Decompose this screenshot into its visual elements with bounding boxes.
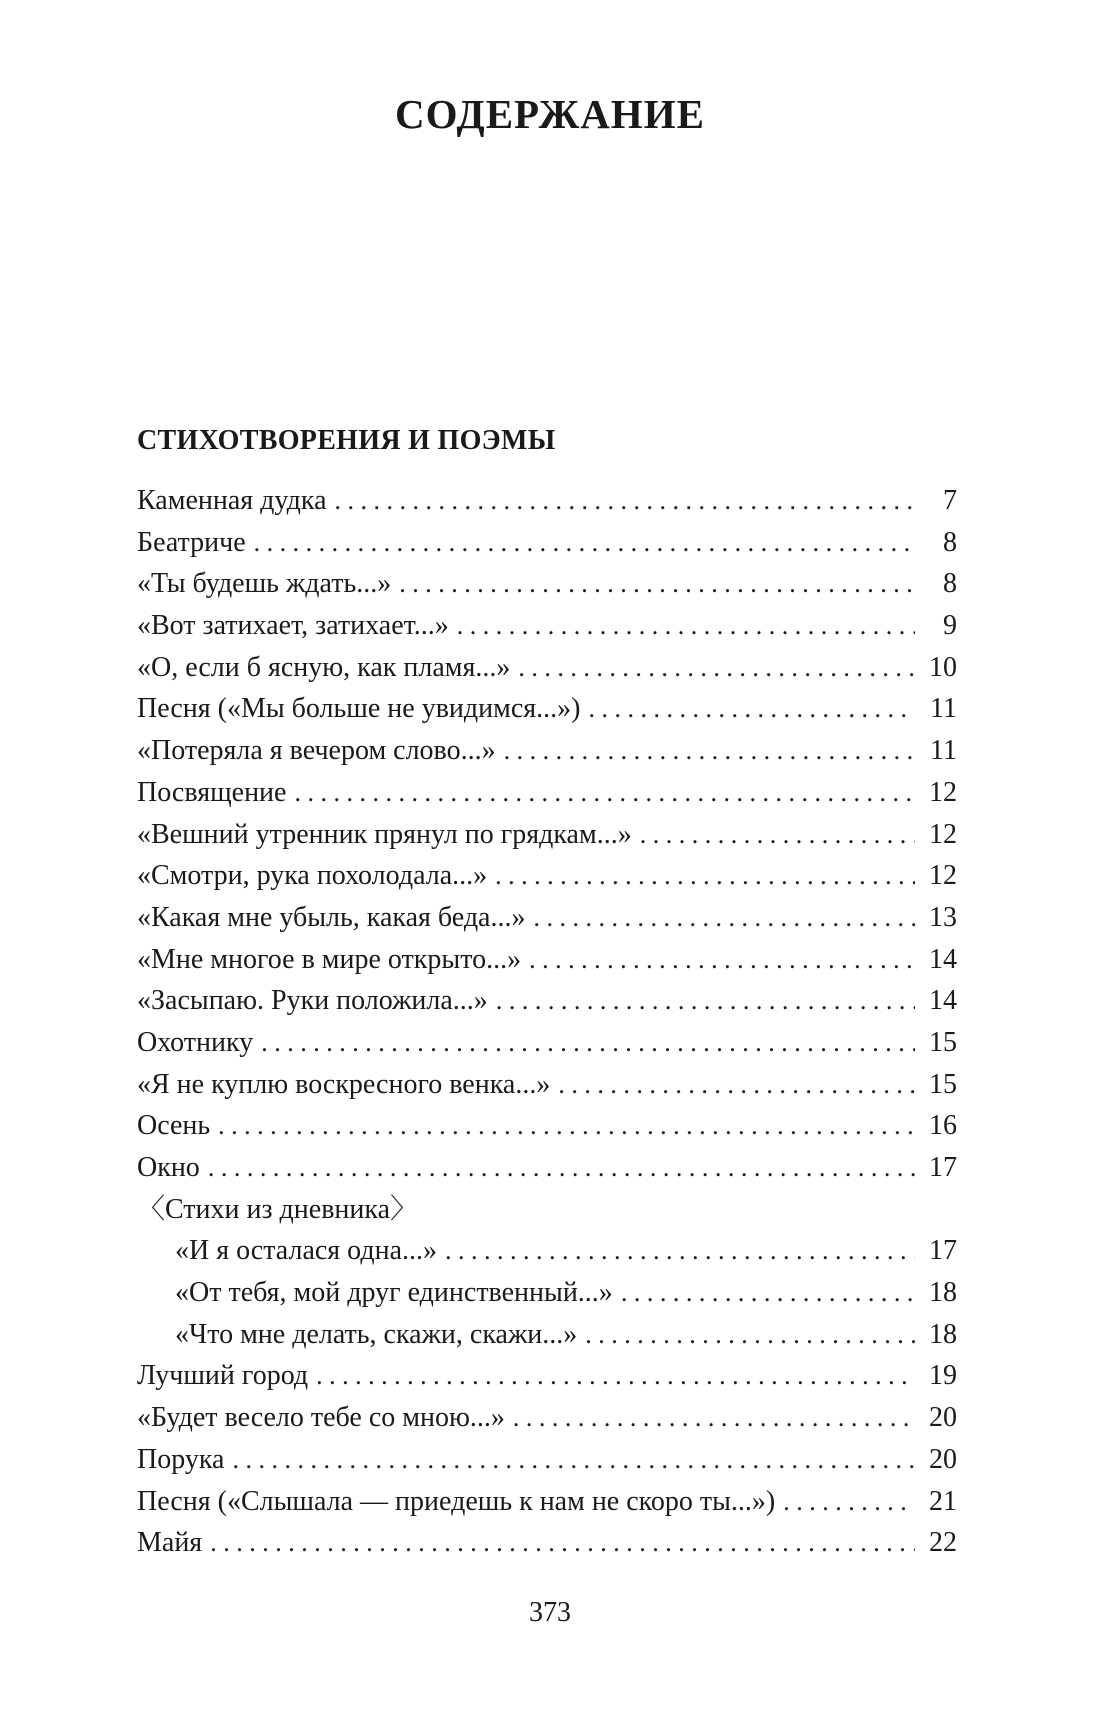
toc-entry: [137, 1105, 957, 1147]
toc-leader-dots: [457, 605, 915, 647]
toc-entry-title: Осень: [137, 1110, 211, 1142]
toc-sub-entry: [137, 1230, 957, 1272]
toc-sub-entry: [137, 1314, 957, 1356]
toc-leader-dots: [210, 1522, 915, 1564]
toc-entry-page: 22: [929, 1527, 957, 1559]
toc-entry-title: «Ты будешь ждать...»: [137, 568, 392, 600]
toc-entry-page: 8: [943, 526, 957, 558]
toc-entry: [137, 1397, 957, 1439]
toc-leader-dots: [294, 772, 915, 814]
toc-entry-page: 17: [929, 1152, 957, 1183]
toc-entry-title: «О, если б ясную, как пламя...»: [137, 651, 511, 683]
toc-entry-title: Посвящение: [137, 776, 287, 808]
toc-entry-page: 8: [943, 568, 957, 600]
toc-entry: [137, 480, 957, 522]
toc-group-title: 〈Стихи из дневника〉: [137, 1193, 419, 1225]
toc-entry-page: 15: [929, 1068, 957, 1100]
toc-entry: [137, 1355, 957, 1397]
toc-entry-page: 11: [930, 693, 957, 725]
toc-leader-dots: [335, 480, 916, 522]
toc-entry-title: «Потеряла я вечером слово...»: [137, 735, 496, 767]
toc-entry-page: 17: [929, 1235, 957, 1267]
toc-entry-title: Порука: [137, 1443, 225, 1475]
toc-entry-title: Майя: [137, 1527, 203, 1559]
toc-entry: [137, 647, 957, 689]
toc-entry-page: 16: [929, 1110, 957, 1142]
toc-entry: [137, 1147, 957, 1189]
toc-entry: [137, 939, 957, 981]
toc-leader-dots: [585, 1314, 915, 1356]
toc-entry-title: Беатриче: [137, 526, 246, 558]
toc-entry-page: 12: [929, 860, 957, 892]
toc-leader-dots: [232, 1439, 915, 1481]
toc-entry-page: 9: [943, 610, 957, 642]
toc-leader-dots: [534, 897, 916, 939]
toc-entry-page: 21: [929, 1485, 957, 1517]
toc-entry: [137, 897, 957, 939]
toc-leader-dots: [261, 1022, 915, 1064]
section-heading: СТИХОТВОРЕНИЯ И ПОЭМЫ: [137, 425, 556, 456]
toc-entry: [137, 772, 957, 814]
toc-entry-page: 20: [929, 1443, 957, 1475]
toc-group-heading: [137, 1189, 957, 1231]
table-of-contents: [137, 480, 957, 1564]
toc-entry-title: «Мне многое в мире открыто...»: [137, 943, 522, 975]
toc-entry: [137, 1064, 957, 1106]
toc-entry: [137, 1022, 957, 1064]
toc-entry: [137, 814, 957, 856]
toc-leader-dots: [445, 1230, 915, 1272]
toc-entry-title: «Будет весело тебе со мною...»: [137, 1402, 505, 1434]
toc-entry-title: «И я осталася одна...»: [175, 1235, 438, 1267]
toc-entry: [137, 855, 957, 897]
toc-leader-dots: [218, 1105, 915, 1147]
toc-leader-dots: [504, 730, 915, 772]
toc-leader-dots: [399, 563, 915, 605]
page-title: СОДЕРЖАНИЕ: [395, 91, 705, 137]
toc-entry-page: 12: [929, 776, 957, 808]
toc-entry: [137, 1522, 957, 1564]
toc-entry: [137, 980, 957, 1022]
toc-entry-page: 10: [929, 651, 957, 683]
toc-entry-page: 13: [929, 901, 957, 933]
toc-entry: [137, 563, 957, 605]
toc-entry-title: Песня («Слышала — приедешь к нам не скоро ты...»): [137, 1485, 776, 1517]
toc-entry: [137, 688, 957, 730]
toc-entry-title: Окно: [137, 1152, 200, 1183]
toc-entry-title: Песня («Мы больше не увидимся...»): [137, 693, 581, 725]
toc-entry-title: «Что мне делать, скажи, скажи...»: [175, 1318, 578, 1350]
toc-leader-dots: [513, 1397, 915, 1439]
toc-leader-dots: [529, 939, 915, 981]
toc-entry-title: «Вешний утренник прянул по грядкам...»: [137, 818, 632, 850]
toc-entry-page: 18: [929, 1318, 957, 1350]
toc-entry-title: Лучший город: [137, 1360, 309, 1392]
toc-leader-dots: [316, 1355, 915, 1397]
toc-leader-dots: [495, 855, 915, 897]
toc-entry-page: 19: [929, 1360, 957, 1392]
toc-entry-title: «Засыпаю. Руки положила...»: [137, 985, 488, 1017]
toc-entry: [137, 522, 957, 564]
toc-entry-page: 11: [930, 735, 957, 767]
toc-entry-title: «Смотри, рука похолодала...»: [137, 860, 488, 892]
toc-leader-dots: [621, 1272, 915, 1314]
toc-entry-title: Охотнику: [137, 1026, 254, 1058]
toc-entry-page: 14: [929, 985, 957, 1017]
toc-leader-dots: [496, 980, 915, 1022]
toc-entry: [137, 730, 957, 772]
toc-entry-page: 20: [929, 1402, 957, 1434]
toc-leader-dots: [783, 1481, 915, 1523]
toc-entry-title: «От тебя, мой друг единственный...»: [175, 1277, 613, 1309]
toc-leader-dots: [518, 647, 915, 689]
toc-entry-title: «Вот затихает, затихает...»: [137, 610, 449, 642]
toc-entry: [137, 1481, 957, 1523]
toc-entry-title: Каменная дудка: [137, 485, 327, 516]
toc-entry-page: 12: [929, 818, 957, 850]
toc-entry-title: «Какая мне убыль, какая беда...»: [137, 901, 526, 933]
toc-entry: [137, 605, 957, 647]
toc-entry-title: «Я не куплю воскресного венка...»: [137, 1068, 551, 1100]
toc-leader-dots: [640, 814, 915, 856]
toc-entry-page: 14: [929, 943, 957, 975]
toc-leader-dots: [208, 1147, 915, 1189]
toc-entry-page: 7: [943, 485, 957, 516]
toc-leader-dots: [588, 688, 915, 730]
toc-leader-dots: [254, 522, 915, 564]
toc-leader-dots: [558, 1064, 915, 1106]
toc-sub-entry: [137, 1272, 957, 1314]
toc-entry: [137, 1439, 957, 1481]
page-number: 373: [529, 1597, 571, 1628]
toc-entry-page: 15: [929, 1026, 957, 1058]
toc-entry-page: 18: [929, 1277, 957, 1309]
